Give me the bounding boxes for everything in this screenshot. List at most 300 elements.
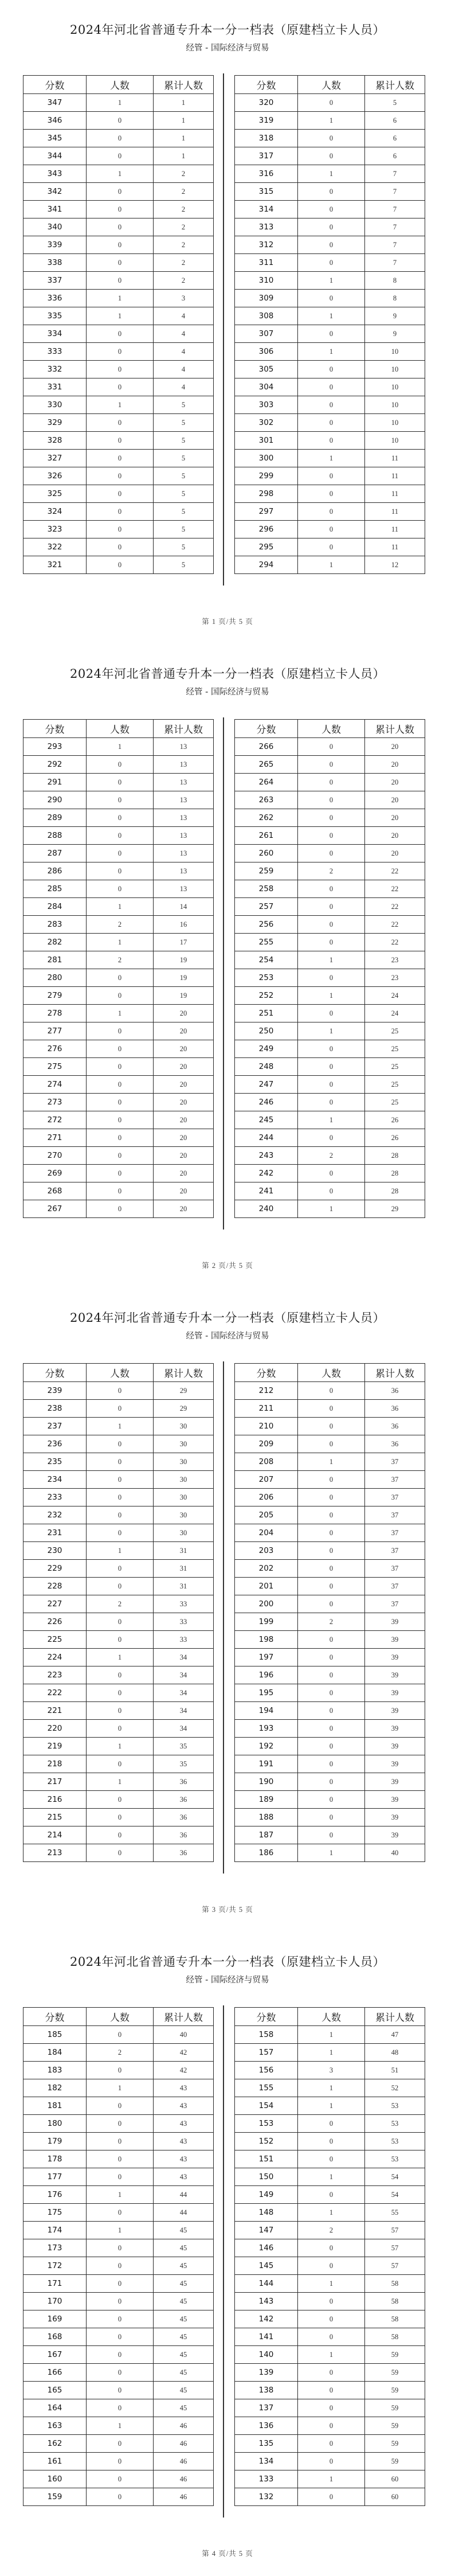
- score-cell: 176: [23, 2186, 87, 2204]
- column-divider: [223, 73, 224, 586]
- table-row: [23, 538, 214, 556]
- score-cell: 233: [23, 1489, 87, 1506]
- score-cell: 197: [235, 1649, 298, 1666]
- count-cell: 0: [298, 738, 365, 756]
- count-cell: 0: [87, 809, 154, 827]
- score-cell: 315: [235, 183, 298, 201]
- score-cell: 152: [235, 2133, 298, 2150]
- cumulative-cell: 6: [365, 147, 425, 165]
- cumulative-cell: 20: [154, 1040, 214, 1058]
- cumulative-cell: 30: [154, 1524, 214, 1542]
- table-row: [23, 1471, 214, 1489]
- count-cell: 1: [87, 738, 154, 756]
- table-row: [23, 485, 214, 503]
- table-row: [23, 916, 214, 934]
- score-cell: 225: [23, 1631, 87, 1649]
- cumulative-cell: 13: [154, 862, 214, 880]
- count-cell: 0: [87, 236, 154, 254]
- count-cell: 0: [87, 1471, 154, 1489]
- cumulative-cell: 53: [365, 2097, 425, 2115]
- score-cell: 147: [235, 2222, 298, 2239]
- score-cell: 331: [23, 378, 87, 396]
- column-header-cumulative: 累计人数: [154, 2008, 214, 2026]
- cumulative-cell: 34: [154, 1720, 214, 1738]
- cumulative-cell: 37: [365, 1506, 425, 1524]
- score-cell: 243: [235, 1147, 298, 1165]
- cumulative-cell: 1: [154, 94, 214, 112]
- table-row: [23, 756, 214, 774]
- score-cell: 192: [235, 1738, 298, 1755]
- count-cell: 0: [87, 756, 154, 774]
- score-cell: 205: [235, 1506, 298, 1524]
- score-cell: 330: [23, 396, 87, 414]
- cumulative-cell: 7: [365, 165, 425, 183]
- score-cell: 230: [23, 1542, 87, 1560]
- document-page: [0, 0, 455, 644]
- table-header-row: [235, 720, 425, 738]
- table-row: [23, 467, 214, 485]
- cumulative-cell: 28: [365, 1165, 425, 1182]
- table-row: [235, 183, 425, 201]
- score-cell: 248: [235, 1058, 298, 1076]
- score-cell: 326: [23, 467, 87, 485]
- score-cell: 185: [23, 2026, 87, 2044]
- table-row: [235, 236, 425, 254]
- count-cell: 0: [87, 378, 154, 396]
- count-cell: 0: [298, 845, 365, 862]
- count-cell: 0: [298, 2239, 365, 2257]
- score-cell: 341: [23, 201, 87, 218]
- table-row: [235, 2044, 425, 2062]
- cumulative-cell: 37: [365, 1489, 425, 1506]
- score-cell: 319: [235, 112, 298, 130]
- count-cell: 0: [87, 2204, 154, 2222]
- score-cell: 199: [235, 1613, 298, 1631]
- column-header-count: 人数: [87, 2008, 154, 2026]
- table-row: [235, 1471, 425, 1489]
- document-page: [0, 1932, 455, 2576]
- column-divider: [223, 2005, 224, 2518]
- cumulative-cell: 8: [365, 290, 425, 307]
- score-cell: 178: [23, 2150, 87, 2168]
- score-cell: 303: [235, 396, 298, 414]
- count-cell: 1: [298, 1200, 365, 1218]
- score-cell: 228: [23, 1578, 87, 1595]
- cumulative-cell: 4: [154, 325, 214, 343]
- page-footer: 第 1 页/共 5 页: [202, 618, 253, 626]
- cumulative-cell: 53: [365, 2150, 425, 2168]
- table-row: [235, 1684, 425, 1702]
- count-cell: 2: [298, 1613, 365, 1631]
- count-cell: 0: [298, 538, 365, 556]
- score-cell: 216: [23, 1791, 87, 1809]
- score-cell: 313: [235, 218, 298, 236]
- table-row: [23, 2382, 214, 2399]
- table-row: [235, 1738, 425, 1755]
- table-row: [235, 969, 425, 987]
- count-cell: 0: [298, 2435, 365, 2453]
- count-cell: 0: [87, 272, 154, 290]
- count-cell: 0: [87, 2488, 154, 2506]
- score-cell: 280: [23, 969, 87, 987]
- table-row: [235, 94, 425, 112]
- table-row: [235, 378, 425, 396]
- table-row: [235, 774, 425, 791]
- cumulative-cell: 28: [365, 1182, 425, 1200]
- count-cell: 0: [87, 2470, 154, 2488]
- count-cell: 0: [87, 1791, 154, 1809]
- score-cell: 300: [235, 450, 298, 467]
- table-header-row: [235, 2008, 425, 2026]
- cumulative-cell: 22: [365, 898, 425, 916]
- table-row: [23, 2062, 214, 2079]
- cumulative-cell: 20: [365, 738, 425, 756]
- table-header-row: [23, 2008, 214, 2026]
- table-row: [23, 2168, 214, 2186]
- table-row: [23, 1720, 214, 1738]
- score-cell: 160: [23, 2470, 87, 2488]
- count-cell: 1: [298, 307, 365, 325]
- cumulative-cell: 39: [365, 1738, 425, 1755]
- score-cell: 299: [235, 467, 298, 485]
- score-cell: 285: [23, 880, 87, 898]
- cumulative-cell: 34: [154, 1649, 214, 1666]
- count-cell: 0: [87, 2382, 154, 2399]
- score-cell: 260: [235, 845, 298, 862]
- count-cell: 0: [87, 2310, 154, 2328]
- cumulative-cell: 36: [154, 1844, 214, 1862]
- table-row: [23, 2293, 214, 2310]
- score-cell: 168: [23, 2328, 87, 2346]
- count-cell: 0: [298, 1058, 365, 1076]
- count-cell: 1: [298, 2168, 365, 2186]
- score-cell: 214: [23, 1826, 87, 1844]
- score-cell: 321: [23, 556, 87, 574]
- cumulative-cell: 29: [365, 1200, 425, 1218]
- cumulative-cell: 33: [154, 1595, 214, 1613]
- cumulative-cell: 30: [154, 1453, 214, 1471]
- table-row: [23, 1649, 214, 1666]
- cumulative-cell: 12: [365, 556, 425, 574]
- table-row: [23, 112, 214, 130]
- score-cell: 229: [23, 1560, 87, 1578]
- score-cell: 306: [235, 343, 298, 361]
- count-cell: 0: [87, 880, 154, 898]
- count-cell: 0: [298, 1524, 365, 1542]
- score-cell: 211: [235, 1400, 298, 1418]
- score-cell: 284: [23, 898, 87, 916]
- table-row: [23, 1111, 214, 1129]
- table-row: [235, 2470, 425, 2488]
- cumulative-cell: 20: [154, 1022, 214, 1040]
- score-cell: 334: [23, 325, 87, 343]
- table-row: [235, 2257, 425, 2275]
- score-cell: 166: [23, 2364, 87, 2382]
- count-cell: 1: [87, 934, 154, 951]
- table-row: [235, 130, 425, 147]
- score-cell: 220: [23, 1720, 87, 1738]
- cumulative-cell: 11: [365, 538, 425, 556]
- score-cell: 302: [235, 414, 298, 432]
- score-cell: 217: [23, 1773, 87, 1791]
- cumulative-cell: 25: [365, 1094, 425, 1111]
- cumulative-cell: 7: [365, 218, 425, 236]
- table-row: [235, 1844, 425, 1862]
- table-row: [235, 147, 425, 165]
- score-cell: 136: [235, 2417, 298, 2435]
- count-cell: 0: [87, 774, 154, 791]
- count-cell: 0: [298, 1182, 365, 1200]
- cumulative-cell: 5: [365, 94, 425, 112]
- cumulative-cell: 29: [154, 1400, 214, 1418]
- column-header-score: 分数: [23, 1364, 87, 1382]
- count-cell: 0: [298, 1649, 365, 1666]
- score-cell: 346: [23, 112, 87, 130]
- table-row: [23, 1165, 214, 1182]
- table-row: [235, 272, 425, 290]
- score-cell: 208: [235, 1453, 298, 1471]
- document-page: [0, 644, 455, 1288]
- score-cell: 198: [235, 1631, 298, 1649]
- score-cell: 345: [23, 130, 87, 147]
- score-cell: 184: [23, 2044, 87, 2062]
- table-row: [23, 2257, 214, 2275]
- count-cell: 0: [298, 1631, 365, 1649]
- count-cell: 2: [87, 2044, 154, 2062]
- score-cell: 295: [235, 538, 298, 556]
- cumulative-cell: 53: [365, 2115, 425, 2133]
- cumulative-cell: 5: [154, 396, 214, 414]
- score-cell: 149: [235, 2186, 298, 2204]
- column-header-cumulative: 累计人数: [154, 76, 214, 94]
- cumulative-cell: 7: [365, 183, 425, 201]
- count-cell: 0: [87, 1147, 154, 1165]
- table-row: [235, 361, 425, 378]
- cumulative-cell: 36: [365, 1382, 425, 1400]
- score-cell: 219: [23, 1738, 87, 1755]
- table-row: [235, 396, 425, 414]
- count-cell: 0: [87, 147, 154, 165]
- count-cell: 0: [87, 432, 154, 450]
- table-header-row: [23, 1364, 214, 1382]
- count-cell: 1: [87, 396, 154, 414]
- score-cell: 309: [235, 290, 298, 307]
- cumulative-cell: 13: [154, 791, 214, 809]
- count-cell: 0: [87, 254, 154, 272]
- score-cell: 281: [23, 951, 87, 969]
- count-cell: 0: [298, 1826, 365, 1844]
- table-row: [23, 774, 214, 791]
- cumulative-cell: 19: [154, 969, 214, 987]
- score-cell: 336: [23, 290, 87, 307]
- score-cell: 332: [23, 361, 87, 378]
- count-cell: 2: [87, 951, 154, 969]
- table-row: [23, 845, 214, 862]
- table-row: [23, 2097, 214, 2115]
- score-cell: 189: [235, 1791, 298, 1809]
- score-cell: 312: [235, 236, 298, 254]
- cumulative-cell: 45: [154, 2399, 214, 2417]
- score-cell: 252: [235, 987, 298, 1005]
- table-row: [23, 290, 214, 307]
- score-cell: 151: [235, 2150, 298, 2168]
- count-cell: 0: [87, 1631, 154, 1649]
- cumulative-cell: 17: [154, 934, 214, 951]
- score-cell: 267: [23, 1200, 87, 1218]
- score-cell: 148: [235, 2204, 298, 2222]
- count-cell: 0: [298, 378, 365, 396]
- table-row: [23, 2453, 214, 2470]
- table-row: [235, 987, 425, 1005]
- score-cell: 204: [235, 1524, 298, 1542]
- score-cell: 209: [235, 1435, 298, 1453]
- cumulative-cell: 31: [154, 1578, 214, 1595]
- table-row: [23, 1595, 214, 1613]
- count-cell: 0: [298, 2328, 365, 2346]
- page-title: 2024年河北省普通专升本一分一档表（原建档立卡人员）: [70, 667, 385, 681]
- table-row: [235, 1631, 425, 1649]
- column-header-count: 人数: [298, 720, 365, 738]
- count-cell: 0: [298, 1165, 365, 1182]
- score-cell: 180: [23, 2115, 87, 2133]
- count-cell: 1: [298, 1022, 365, 1040]
- table-row: [23, 556, 214, 574]
- count-cell: 0: [87, 1129, 154, 1147]
- cumulative-cell: 20: [154, 1076, 214, 1094]
- cumulative-cell: 5: [154, 485, 214, 503]
- table-row: [23, 1453, 214, 1471]
- score-cell: 157: [235, 2044, 298, 2062]
- cumulative-cell: 16: [154, 916, 214, 934]
- score-cell: 264: [235, 774, 298, 791]
- table-row: [235, 2239, 425, 2257]
- score-cell: 236: [23, 1435, 87, 1453]
- table-row: [235, 2293, 425, 2310]
- table-row: [23, 2346, 214, 2364]
- score-cell: 254: [235, 951, 298, 969]
- cumulative-cell: 30: [154, 1489, 214, 1506]
- score-cell: 327: [23, 450, 87, 467]
- score-cell: 307: [235, 325, 298, 343]
- score-table-right: [234, 719, 425, 1218]
- count-cell: 0: [87, 827, 154, 845]
- table-row: [235, 1489, 425, 1506]
- cumulative-cell: 10: [365, 378, 425, 396]
- count-cell: 0: [298, 1005, 365, 1022]
- table-row: [23, 1200, 214, 1218]
- table-row: [235, 1382, 425, 1400]
- count-cell: 0: [87, 2346, 154, 2364]
- score-cell: 231: [23, 1524, 87, 1542]
- table-row: [235, 2346, 425, 2364]
- column-header-count: 人数: [87, 1364, 154, 1382]
- count-cell: 1: [298, 165, 365, 183]
- score-cell: 247: [235, 1076, 298, 1094]
- count-cell: 1: [87, 898, 154, 916]
- cumulative-cell: 4: [154, 343, 214, 361]
- table-row: [23, 2328, 214, 2346]
- score-cell: 328: [23, 432, 87, 450]
- score-cell: 296: [235, 521, 298, 538]
- cumulative-cell: 54: [365, 2168, 425, 2186]
- cumulative-cell: 9: [365, 325, 425, 343]
- table-row: [235, 2222, 425, 2239]
- score-cell: 270: [23, 1147, 87, 1165]
- table-row: [23, 898, 214, 916]
- score-cell: 261: [235, 827, 298, 845]
- table-row: [235, 307, 425, 325]
- score-cell: 318: [235, 130, 298, 147]
- score-cell: 203: [235, 1542, 298, 1560]
- cumulative-cell: 45: [154, 2293, 214, 2310]
- table-row: [23, 934, 214, 951]
- count-cell: 1: [298, 1453, 365, 1471]
- score-cell: 142: [235, 2310, 298, 2328]
- table-row: [235, 845, 425, 862]
- column-header-score: 分数: [235, 720, 298, 738]
- table-row: [23, 1040, 214, 1058]
- cumulative-cell: 20: [154, 1147, 214, 1165]
- count-cell: 2: [298, 1147, 365, 1165]
- score-cell: 251: [235, 1005, 298, 1022]
- score-cell: 308: [235, 307, 298, 325]
- count-cell: 1: [298, 2204, 365, 2222]
- column-header-score: 分数: [23, 76, 87, 94]
- score-cell: 273: [23, 1094, 87, 1111]
- count-cell: 0: [298, 1560, 365, 1578]
- cumulative-cell: 10: [365, 361, 425, 378]
- cumulative-cell: 43: [154, 2115, 214, 2133]
- cumulative-cell: 13: [154, 738, 214, 756]
- count-cell: 0: [298, 1094, 365, 1111]
- cumulative-cell: 46: [154, 2488, 214, 2506]
- count-cell: 0: [298, 2417, 365, 2435]
- cumulative-cell: 7: [365, 236, 425, 254]
- page-subtitle: 经管 - 国际经济与贸易: [186, 688, 269, 697]
- table-row: [235, 1040, 425, 1058]
- count-cell: 0: [298, 1382, 365, 1400]
- table-row: [235, 1649, 425, 1666]
- score-cell: 134: [235, 2453, 298, 2470]
- table-row: [235, 254, 425, 272]
- cumulative-cell: 59: [365, 2435, 425, 2453]
- table-row: [23, 2150, 214, 2168]
- score-cell: 297: [235, 503, 298, 521]
- table-row: [23, 2275, 214, 2293]
- cumulative-cell: 48: [365, 2044, 425, 2062]
- cumulative-cell: 45: [154, 2222, 214, 2239]
- count-cell: 1: [298, 1111, 365, 1129]
- cumulative-cell: 45: [154, 2346, 214, 2364]
- table-row: [23, 969, 214, 987]
- score-cell: 210: [235, 1418, 298, 1435]
- score-cell: 200: [235, 1595, 298, 1613]
- score-cell: 323: [23, 521, 87, 538]
- score-cell: 291: [23, 774, 87, 791]
- count-cell: 0: [87, 1809, 154, 1826]
- table-row: [23, 1506, 214, 1524]
- score-cell: 239: [23, 1382, 87, 1400]
- count-cell: 1: [298, 2346, 365, 2364]
- table-row: [23, 1524, 214, 1542]
- score-cell: 165: [23, 2382, 87, 2399]
- column-header-cumulative: 累计人数: [365, 76, 425, 94]
- score-cell: 287: [23, 845, 87, 862]
- cumulative-cell: 58: [365, 2293, 425, 2310]
- cumulative-cell: 23: [365, 951, 425, 969]
- table-row: [23, 450, 214, 467]
- table-row: [23, 1418, 214, 1435]
